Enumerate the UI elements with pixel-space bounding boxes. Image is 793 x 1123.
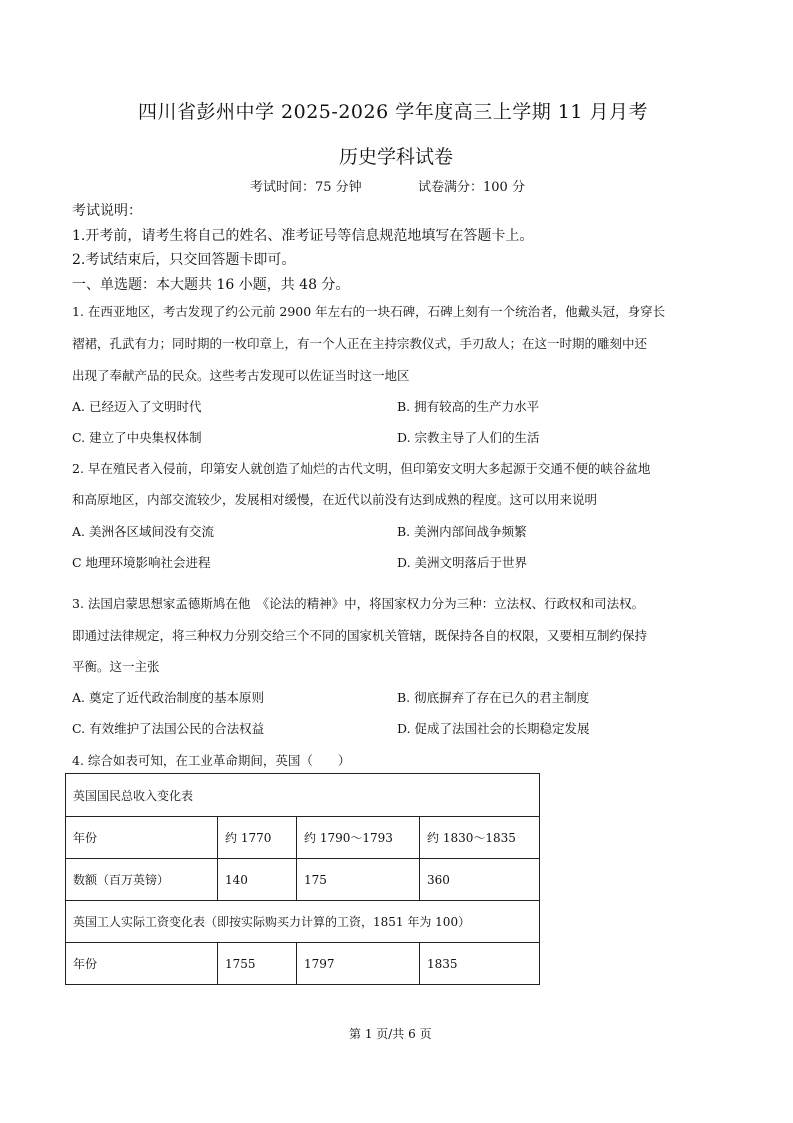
option-c[interactable]: C. 有效维护了法国公民的合法权益 (72, 721, 265, 736)
table-row (66, 943, 540, 985)
table-cell: 1755 (218, 943, 297, 985)
question-text: 褶裙，孔武有力；同时期的一枚印章上，有一个人正在主持宗教仪式，手刃敌人；在这一时期的雕刻中还 (72, 336, 648, 351)
option-a[interactable]: A. 美洲各区域间没有交流 (72, 524, 214, 539)
table-cell: 140 (218, 859, 297, 901)
table-cell: 360 (420, 859, 540, 901)
option-d[interactable]: D. 美洲文明落后于世界 (397, 555, 528, 570)
instructions-heading: 考试说明： (72, 203, 142, 219)
table-cell: 175 (297, 859, 420, 901)
page-number: 第 1 页/共 6 页 (349, 1027, 432, 1041)
table-caption: 英国国民总收入变化表 (66, 774, 540, 817)
option-a[interactable]: A. 已经迈入了文明时代 (72, 399, 202, 414)
option-d[interactable]: D. 促成了法国社会的长期稳定发展 (397, 721, 590, 736)
question-text: 和高原地区，内部交流较少，发展相对缓慢，在近代以前没有达到成熟的程度。这可以用来说明 (72, 492, 598, 507)
exam-title: 四川省彭州中学 2025-2026 学年度高三上学期 11 月月考 (138, 101, 648, 123)
table-cell: 年份 (66, 817, 218, 859)
table-row (66, 859, 540, 901)
table-cell: 数额（百万英镑） (66, 859, 218, 901)
question-text: 平衡。这一主张 (72, 659, 160, 674)
table-cell: 1797 (297, 943, 420, 985)
instruction-item: 2.考试结束后，只交回答题卡即可。 (72, 252, 296, 268)
question-text: 3. 法国启蒙思想家孟德斯鸠在他 《论法的精神》中，将国家权力分为三种：立法权、行政权和司法权。 (72, 596, 645, 611)
table-cell: 约 1790～1793 (297, 817, 420, 859)
question-text: 出现了奉献产品的民众。这些考古发现可以佐证当时这一地区 (72, 368, 410, 383)
question-text: 即通过法律规定，将三种权力分别交给三个不同的国家机关管辖，既保持各自的权限，又要相互制约保持 (72, 628, 648, 643)
income-wage-table (65, 773, 540, 985)
table-row (66, 817, 540, 859)
option-b[interactable]: B. 拥有较高的生产力水平 (397, 399, 540, 414)
option-b[interactable]: B. 彻底摒弃了存在已久的君主制度 (397, 690, 590, 705)
option-c[interactable]: C. 建立了中央集权体制 (72, 430, 202, 445)
table-row (66, 901, 540, 943)
option-c[interactable]: C 地理环境影响社会进程 (72, 555, 211, 570)
table-caption: 英国工人实际工资变化表（即按实际购买力计算的工资，1851 年为 100） (66, 901, 540, 943)
exam-score: 试卷满分：100 分 (418, 180, 525, 195)
table-cell: 约 1770 (218, 817, 297, 859)
table-cell: 1835 (420, 943, 540, 985)
option-a[interactable]: A. 奠定了近代政治制度的基本原则 (72, 690, 264, 705)
option-b[interactable]: B. 美洲内部间战争频繁 (397, 524, 527, 539)
question-text: 1. 在西亚地区，考古发现了约公元前 2900 年左右的一块石碑，石碑上刻有一个统治者，他戴头冠，身穿长 (72, 304, 666, 319)
table-cell: 年份 (66, 943, 218, 985)
option-d[interactable]: D. 宗教主导了人们的生活 (397, 430, 540, 445)
question-4-text: 4. 综合如表可知，在工业革命期间，英国（ ） (72, 753, 351, 768)
question-text: 2. 早在殖民者入侵前，印第安人就创造了灿烂的古代文明，但印第安文明大多起源于交通不便的峡谷盆地 (72, 461, 651, 476)
exam-time: 考试时间：75 分钟 (250, 180, 362, 195)
table-cell: 约 1830～1835 (420, 817, 540, 859)
instruction-item: 1.开考前，请考生将自己的姓名、准考证号等信息规范地填写在答题卡上。 (72, 228, 534, 244)
exam-subtitle: 历史学科试卷 (339, 146, 454, 168)
section-heading: 一、单选题：本大题共 16 小题，共 48 分。 (72, 277, 350, 293)
table-row (66, 774, 540, 817)
